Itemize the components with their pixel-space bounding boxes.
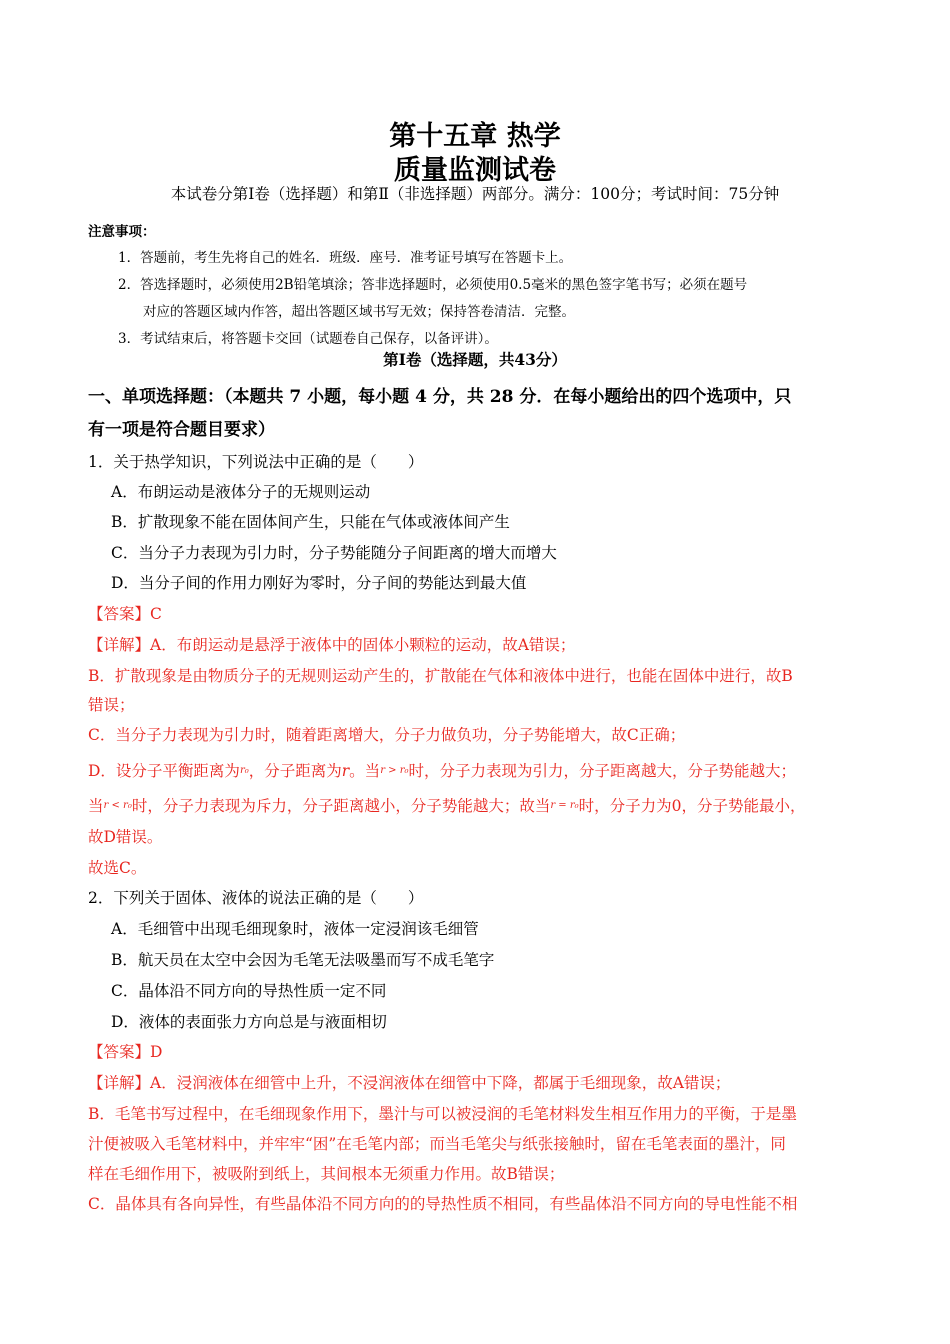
option-a: A．毛细管中出现毛细现象时，液体一定浸润该毛细管 <box>111 920 479 938</box>
text-fragment: 当 <box>88 797 104 815</box>
option-d: D．当分子间的作用力刚好为零时，分子间的势能达到最大值 <box>111 574 527 592</box>
text-fragment: 时，分子力表现为斥力，分子距离越小，分子势能越大；故当 <box>131 797 551 815</box>
exam-intro: 本试卷分第Ⅰ卷（选择题）和第Ⅱ（非选择题）两部分。满分：100分；考试时间：75分钟 <box>170 185 780 203</box>
explanation-line: 【详解】A．浸润液体在细管中上升，不浸润液体在细管中下降，都属于毛细现象，故A错误； <box>88 1074 731 1092</box>
option-c: C．晶体沿不同方向的导热性质一定不同 <box>111 982 387 1000</box>
text-fragment: ，分子距离为 <box>248 762 342 780</box>
text-fragment: 时，分子力表现为引力，分子距离越大，分子势能越大； <box>408 762 797 780</box>
option-d: D．液体的表面张力方向总是与液面相切 <box>111 1013 387 1031</box>
text-fragment: 。当 <box>349 762 381 780</box>
text-fragment: 时，分子力为0，分子势能最小， <box>578 797 806 815</box>
explanation-line: 【详解】A．布朗运动是悬浮于液体中的固体小颗粒的运动，故A错误； <box>88 636 576 654</box>
text-fragment: D．设分子平衡距离为 <box>88 762 240 780</box>
option-c: C．当分子力表现为引力时，分子势能随分子间距离的增大而增大 <box>111 544 557 562</box>
option-a: A．布朗运动是液体分子的无规则运动 <box>111 483 371 501</box>
part-heading-continued: 有一项是符合题目要求） <box>88 420 275 440</box>
part-heading: 一、单项选择题：（本题共 7 小题，每小题 4 分，共 28 分．在每小题给出的四个选项中，只 <box>88 387 792 407</box>
symbol-r0: r₀ <box>239 765 249 776</box>
notice-item: 2．答选择题时，必须使用2B铅笔填涂；答非选择题时，必须使用0.5毫米的黑色签字笔书写；必须在题号 <box>118 277 748 293</box>
exam-title: 质量监测试卷 <box>394 155 556 186</box>
explanation-line: 故D错误。 <box>88 828 163 846</box>
explanation-line: 样在毛细作用下，被吸附到纸上，其间根本无须重力作用。故B错误； <box>88 1165 565 1183</box>
explanation-line: C．当分子力表现为引力时，随着距离增大，分子力做负功，分子势能增大，故C正确； <box>88 726 686 744</box>
answer-label: 【答案】D <box>88 1043 163 1061</box>
equation-r-equals-r0: r = r₀ <box>550 800 579 811</box>
inequality-r-greater-r0: r > r₀ <box>380 765 409 776</box>
conclusion-line: 故选C。 <box>88 859 147 877</box>
notice-heading: 注意事项： <box>88 224 156 240</box>
answer-label: 【答案】C <box>88 605 162 623</box>
explanation-line-formula <box>88 794 806 816</box>
notice-item: 1．答题前，考生先将自己的姓名．班级．座号．准考证号填写在答题卡上。 <box>118 250 573 266</box>
section-title: 第Ⅰ卷（选择题，共43分） <box>383 350 567 369</box>
chapter-title: 第十五章 热学 <box>389 121 561 152</box>
notice-item-continued: 对应的答题区域内作答，超出答题区域书写无效；保持答卷清洁．完整。 <box>143 304 575 320</box>
explanation-line: 汁便被吸入毛笔材料中，并牢牢“困”在毛笔内部；而当毛笔尖与纸张接触时，留在毛笔表面的墨汁，同 <box>88 1135 786 1153</box>
inequality-r-less-r0: r < r₀ <box>103 800 132 811</box>
option-b: B．扩散现象不能在固体间产生，只能在气体或液体间产生 <box>111 513 510 531</box>
symbol-r: r <box>341 762 350 780</box>
explanation-line-formula <box>88 759 796 781</box>
explanation-line: 错误； <box>88 696 135 714</box>
explanation-line: C．晶体具有各向异性，有些晶体沿不同方向的的导热性质不相同，有些晶体沿不同方向的导电性能不相 <box>88 1195 798 1213</box>
explanation-line: B．扩散现象是由物质分子的无规则运动产生的，扩散能在气体和液体中进行，也能在固体中进行，故B <box>88 667 793 685</box>
explanation-line: B．毛笔书写过程中，在毛细现象作用下，墨汁与可以被浸润的毛笔材料发生相互作用力的平衡，于是墨 <box>88 1105 797 1123</box>
question-stem: 1．关于热学知识，下列说法中正确的是（ ） <box>88 453 424 471</box>
option-b: B．航天员在太空中会因为毛笔无法吸墨而写不成毛笔字 <box>111 951 495 969</box>
question-stem: 2．下列关于固体、液体的说法正确的是（ ） <box>88 889 424 907</box>
notice-item: 3．考试结束后，将答题卡交回（试题卷自己保存，以备评讲）。 <box>118 331 498 347</box>
